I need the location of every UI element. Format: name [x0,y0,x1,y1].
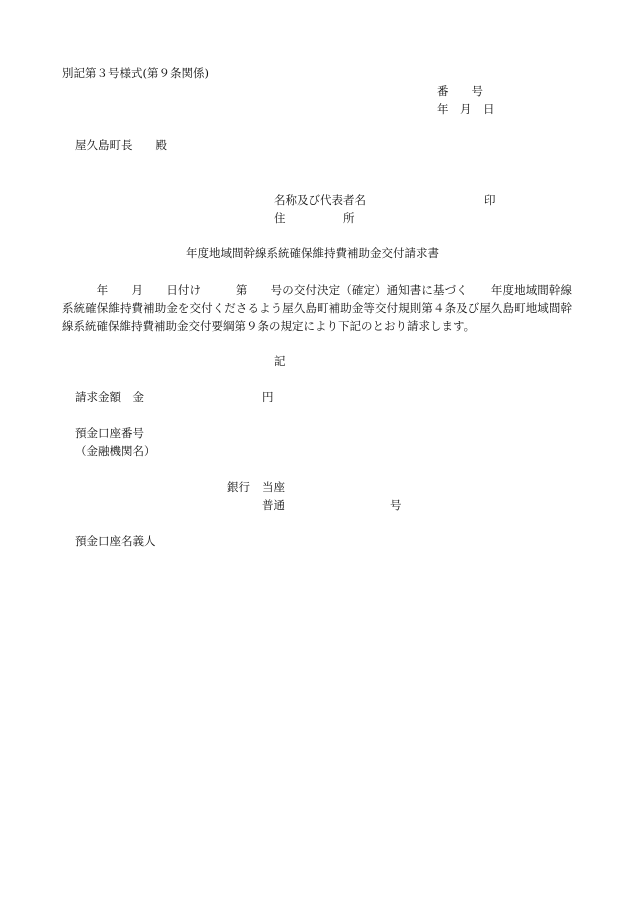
ordinary-account-label: 普通 [262,498,285,512]
applicant-name-label: 名称及び代表者名 [274,193,366,207]
current-account-label: 当座 [262,480,285,494]
applicant-address-label: 住 所 [274,211,355,225]
ki-label: 記 [274,354,286,368]
bank-label: 銀行 [227,480,250,494]
date-label: 年 月 日 [437,102,495,116]
number-label: 番 号 [437,84,483,98]
seal-label: 印 [484,193,496,207]
account-number-label: 預金口座番号 [75,426,144,440]
document-title: 年度地域間幹線系統確保維持費補助金交付請求書 [186,246,439,260]
body-paragraph: 年 月 日付け 第 号の交付決定（確定）通知書に基づく 年度地域間幹線系統確保維持費補助金を交付くださるよう屋久島町補助金等交付規則第４条及び屋久島町地域間幹線系統確保維持費補助金交付要綱第９条の規定により下記のとおり請求します。 [62,283,572,333]
account-holder-label: 預金口座名義人 [75,534,156,548]
form-label: 別記第３号様式(第９条関係) [62,66,209,80]
claim-amount-label: 請求金額 金 [75,390,144,404]
account-go-label: 号 [390,498,402,512]
claim-unit: 円 [262,390,274,404]
institution-label: （金融機関名） [75,444,156,458]
addressee: 屋久島町長 殿 [75,138,167,152]
